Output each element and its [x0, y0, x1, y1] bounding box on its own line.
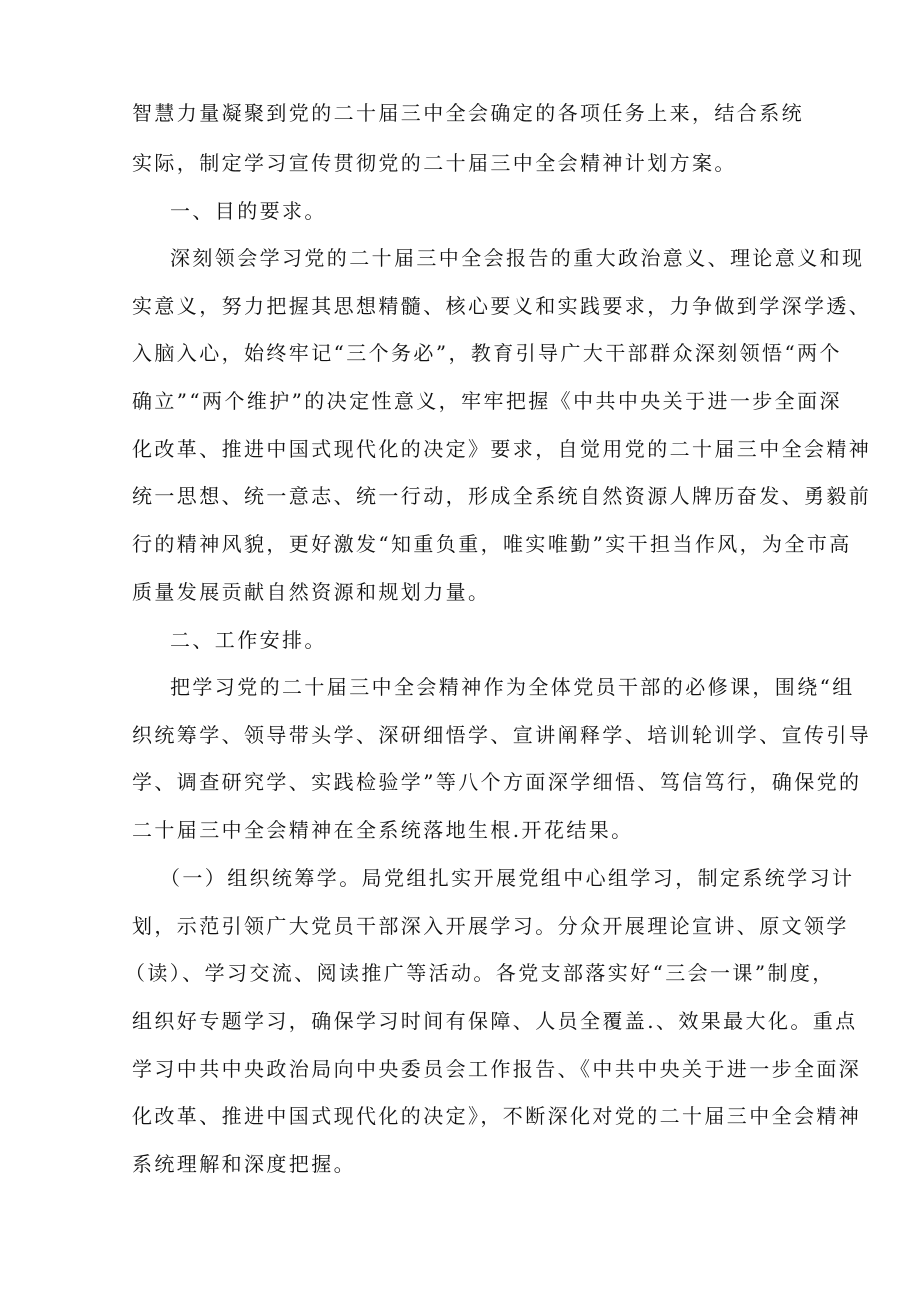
- section-heading: 二、工作安排。: [170, 628, 327, 652]
- text-line: 二十届三中全会精神在全系统落地生根.开花结果。: [132, 818, 634, 842]
- text-line: 化改革、推进中国式现代化的决定》要求，自觉用党的二十届三中全会精神: [132, 437, 872, 461]
- text-line: 织统筹学、领导带头学、深研细悟学、宣讲阐释学、培训轮训学、宣传引导: [132, 723, 872, 747]
- text-line: 组织好专题学习，确保学习时间有保障、人员全覆盖.、效果最大化。重点: [132, 1009, 858, 1033]
- text-line: 统一思想、统一意志、统一行动，形成全系统自然资源人牌历奋发、勇毅前: [132, 484, 872, 508]
- text-line: 把学习党的二十届三中全会精神作为全体党员干部的必修课，围绕“组: [170, 675, 855, 699]
- text-line: 学习中共中央政治局向中央委员会工作报告、《中共中央关于进一步全面深: [132, 1057, 862, 1081]
- text-line: （读）、学习交流、阅读推广等活动。各党支部落实好“三会一课”制度，: [125, 961, 835, 985]
- text-line: 实意义，努力把握其思想精髓、核心要义和实践要求，力争做到学深学透、: [132, 294, 872, 318]
- text-line: 化改革、推进中国式现代化的决定》，不断深化对党的二十届三中全会精神: [132, 1104, 862, 1128]
- text-line: 系统理解和深度把握。: [132, 1152, 356, 1176]
- text-line: 入脑入心，始终牢记“三个务必”，教育引导广大干部群众深刻领悟“两个: [132, 341, 842, 365]
- text-line: 深刻领会学习党的二十届三中全会报告的重大政治意义、理论意义和现: [170, 246, 865, 270]
- text-line: 学、调查研究学、实践检验学”等八个方面深学细悟、笃信笃行，确保党的: [132, 770, 862, 794]
- section-heading: 一、目的要求。: [170, 199, 327, 223]
- text-line: 划，示范引领广大党员干部深入开展学习。分众开展理论宣讲、原文领学: [132, 914, 849, 938]
- subsection-paragraph-start: （一）组织统筹学。局党组扎实开展党组中心组学习，制定系统学习计: [160, 866, 855, 890]
- text-line: 智慧力量凝聚到党的二十届三中全会确定的各项任务上来，结合系统: [132, 101, 804, 125]
- text-line: 行的精神风貌，更好激发“知重负重，唯实唯勤”实干担当作风，为全市高: [132, 532, 852, 556]
- text-line: 质量发展贡献自然资源和规划力量。: [132, 580, 491, 604]
- text-line: 实际，制定学习宣传贯彻党的二十届三中全会精神计划方案。: [132, 151, 737, 175]
- text-line: 确立”“两个维护”的决定性意义，牢牢把握《中共中央关于进一步全面深: [132, 389, 842, 413]
